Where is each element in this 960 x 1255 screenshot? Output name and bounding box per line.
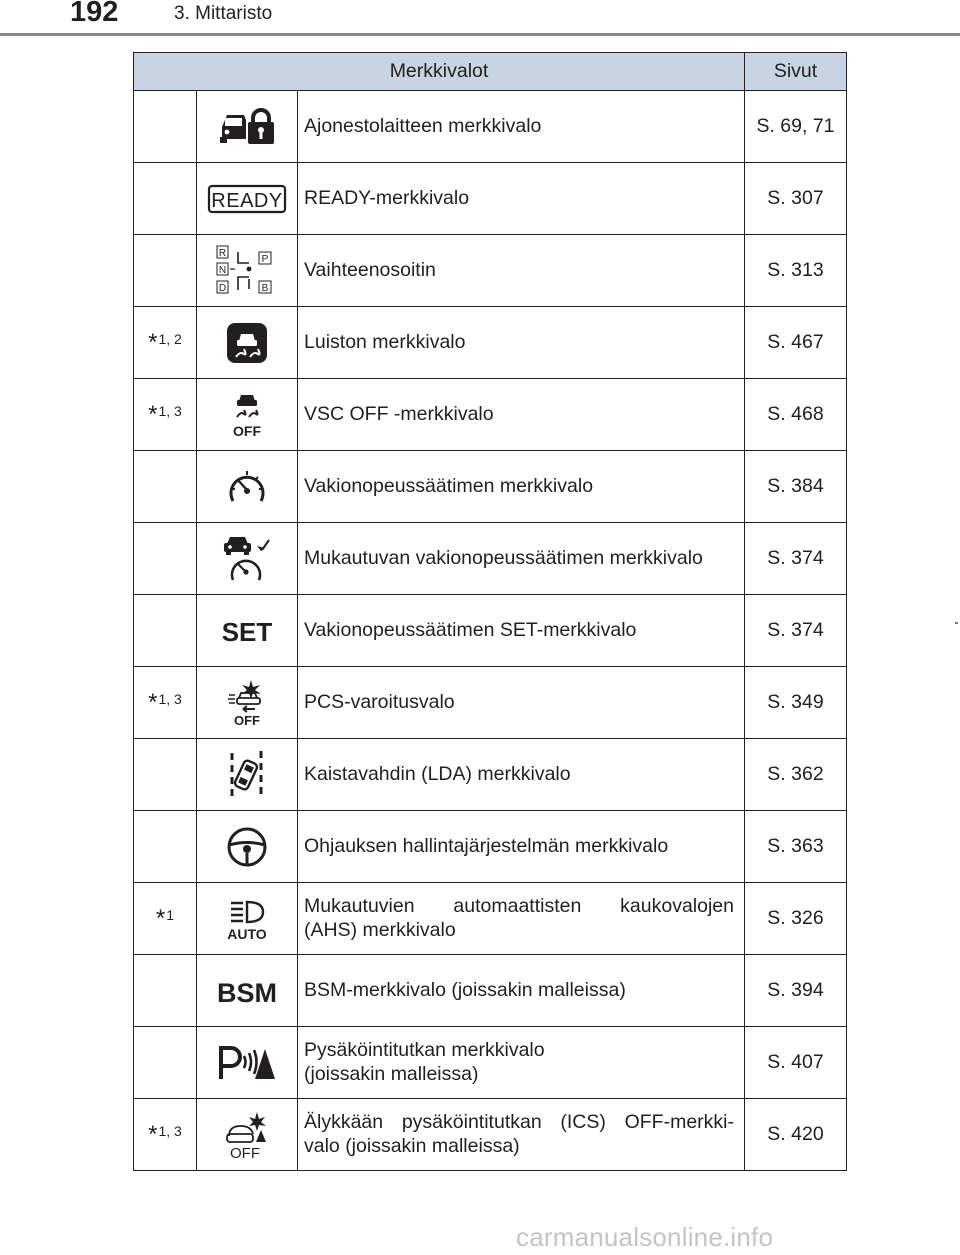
vehicle-immobilizer-lock-icon (197, 91, 298, 163)
table-row (134, 883, 847, 955)
ics-off-icon (197, 1099, 298, 1171)
table-row (134, 667, 847, 739)
row-page-ref: S. 326 (745, 883, 847, 955)
row-page-ref: S. 313 (745, 235, 847, 307)
page-number: 192 (70, 0, 119, 28)
row-description: Kaistavahdin (LDA) merkkivalo (298, 739, 745, 811)
shift-letter: B (261, 282, 269, 294)
header-rule (0, 33, 960, 36)
table-row (134, 1027, 847, 1099)
row-page-ref: S. 467 (745, 307, 847, 379)
footnote-cell (134, 667, 197, 739)
edge-mark (955, 622, 958, 624)
row-description: Luiston merkkivalo (298, 307, 745, 379)
cruise-control-icon (197, 451, 298, 523)
row-description-line: Älykkään pysäköintitutkan (ICS) OFF-merkki- (304, 1110, 734, 1133)
row-page-ref: S. 384 (745, 451, 847, 523)
table-row (134, 1099, 847, 1171)
footnote-cell (134, 91, 197, 163)
footnote-ref: 1, 3 (158, 1123, 182, 1139)
row-page-ref: S. 374 (745, 523, 847, 595)
column-header-indicators: Merkkivalot (134, 53, 745, 91)
footnote-ref: 1, 3 (158, 403, 182, 419)
footnote-cell (134, 739, 197, 811)
row-page-ref: S. 362 (745, 739, 847, 811)
row-description-line: Pysäköintitutkan merkkivalo (304, 1038, 545, 1061)
footnote-cell (134, 379, 197, 451)
row-description: Ohjauksen hallintajärjestelmän merkkivalo (298, 811, 745, 883)
row-description: Vakionopeussäätimen SET-merkkivalo (298, 595, 745, 667)
footnote-asterisk: * (155, 905, 166, 932)
vsc-off-text: OFF (233, 422, 261, 439)
footnote-asterisk: * (148, 689, 158, 716)
table-row (134, 379, 847, 451)
table-row (134, 451, 847, 523)
footnote-asterisk: * (148, 401, 158, 428)
parking-sensor-icon (197, 1027, 298, 1099)
row-description: Mukautuvan vakionopeussäätimen merkkivalo (298, 523, 745, 595)
row-page-ref: S. 407 (745, 1027, 847, 1099)
table-row (134, 523, 847, 595)
ready-indicator-icon (197, 163, 298, 235)
footnote-cell (134, 163, 197, 235)
row-description: READY-merkkivalo (298, 163, 745, 235)
ready-icon-text: READY (211, 189, 283, 212)
footnote-cell (134, 523, 197, 595)
bsm-indicator-icon (197, 955, 298, 1027)
set-icon-text: SET (221, 616, 273, 646)
footnote-cell (134, 1027, 197, 1099)
row-description (298, 883, 745, 955)
row-page-ref: S. 468 (745, 379, 847, 451)
table-row (134, 739, 847, 811)
row-description (298, 1027, 745, 1099)
row-page-ref: S. 420 (745, 1099, 847, 1171)
adaptive-cruise-control-icon (197, 523, 298, 595)
row-page-ref: S. 69, 71 (745, 91, 847, 163)
table-row (134, 307, 847, 379)
ahs-auto-text: AUTO (227, 925, 267, 941)
pcs-warning-icon (197, 667, 298, 739)
cruise-set-icon (197, 595, 298, 667)
shift-position-indicator-icon (197, 235, 298, 307)
row-description: BSM-merkkivalo (joissakin malleissa) (298, 955, 745, 1027)
row-description: Ajonestolaitteen merkkivalo (298, 91, 745, 163)
chapter-title: 3. Mittaristo (174, 3, 273, 24)
vsc-off-icon (197, 379, 298, 451)
table-row (134, 163, 847, 235)
footnote-ref: 1, 2 (158, 331, 182, 347)
shift-letter: N (218, 264, 227, 276)
footnote-cell (134, 1099, 197, 1171)
shift-letter: D (218, 282, 227, 294)
row-page-ref: S. 363 (745, 811, 847, 883)
table-row (134, 811, 847, 883)
row-description-line: (AHS) merkkivalo (304, 918, 456, 941)
footnote-cell (134, 883, 197, 955)
row-page-ref: S. 374 (745, 595, 847, 667)
row-description: PCS-varoitusvalo (298, 667, 745, 739)
footnote-cell (134, 811, 197, 883)
watermark: carmanualsonline.info (516, 1222, 774, 1252)
footnote-asterisk: * (148, 1121, 158, 1148)
row-page-ref: S. 307 (745, 163, 847, 235)
steering-control-icon (197, 811, 298, 883)
table-row (134, 595, 847, 667)
table-row (134, 235, 847, 307)
row-description-line: valo (joissakin malleissa) (304, 1134, 520, 1157)
row-description (298, 1099, 745, 1171)
row-description: Vakionopeussäätimen merkkivalo (298, 451, 745, 523)
shift-letter: R (218, 247, 227, 259)
row-description-line: Mukautuvien automaattisten kaukovalojen (304, 894, 734, 917)
automatic-high-beam-icon (197, 883, 298, 955)
table-row (134, 955, 847, 1027)
footnote-cell (134, 235, 197, 307)
row-page-ref: S. 349 (745, 667, 847, 739)
footnote-ref: 1, 3 (158, 691, 182, 707)
indicator-lights-table (133, 52, 847, 1171)
pcs-off-text: OFF (234, 712, 260, 728)
slip-indicator-icon (197, 307, 298, 379)
shift-letter: P (261, 253, 269, 265)
column-header-pages: Sivut (745, 53, 847, 91)
row-description: VSC OFF -merkkivalo (298, 379, 745, 451)
row-description-line: (joissakin malleissa) (304, 1062, 479, 1085)
footnote-ref: 1 (166, 907, 175, 923)
footnote-asterisk: * (148, 329, 158, 356)
lane-departure-alert-icon (197, 739, 298, 811)
table-row (134, 91, 847, 163)
row-page-ref: S. 394 (745, 955, 847, 1027)
row-description: Vaihteenosoitin (298, 235, 745, 307)
footnote-cell (134, 595, 197, 667)
ics-off-text: OFF (230, 1144, 260, 1160)
footnote-cell (134, 307, 197, 379)
footnote-cell (134, 451, 197, 523)
footnote-cell (134, 955, 197, 1027)
bsm-icon-text: BSM (217, 977, 277, 1006)
